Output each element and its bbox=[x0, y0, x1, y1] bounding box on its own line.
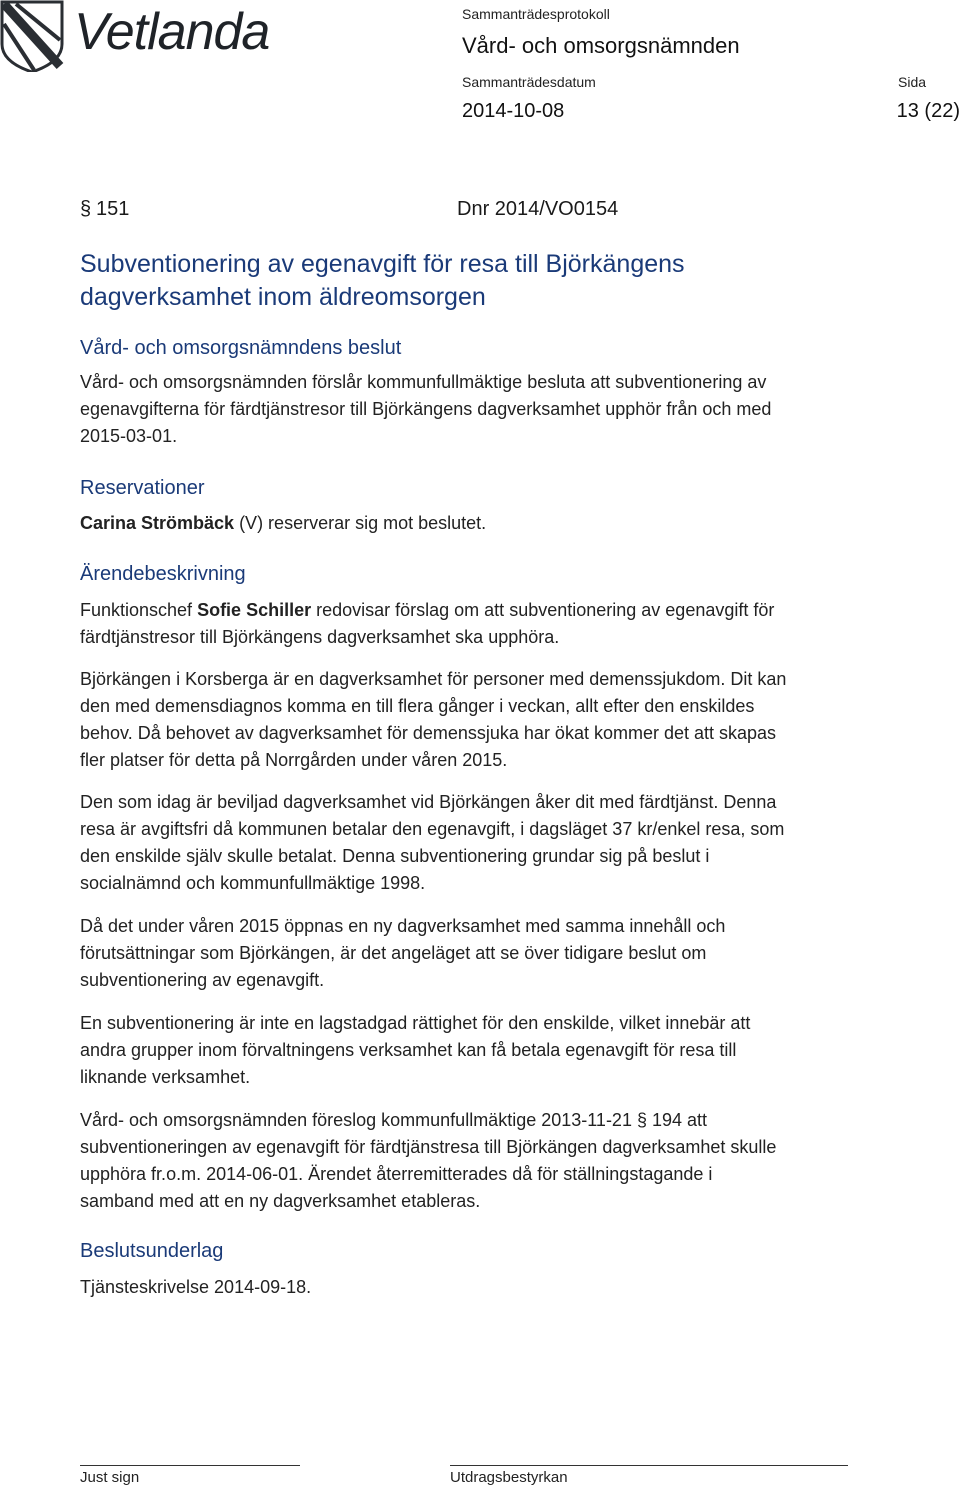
meeting-date: 2014-10-08 bbox=[462, 100, 565, 122]
text-line: 2015-03-01. bbox=[80, 426, 178, 446]
description-heading: Ärendebeskrivning bbox=[80, 563, 246, 585]
text-line: andra grupper inom förvaltningens verksamhet kan få betala egenavgift för resa till bbox=[80, 1040, 737, 1060]
description-paragraph-6 bbox=[80, 1107, 870, 1215]
logo-name: Vetlanda bbox=[74, 3, 270, 61]
decision-heading: Vård- och omsorgsnämndens beslut bbox=[80, 337, 402, 359]
footer-extract-line bbox=[450, 1465, 848, 1466]
vetlanda-emblem-icon bbox=[0, 0, 66, 72]
text-line: den med demensdiagnos komma en till flera gånger i veckan, allt efter den enskildes bbox=[80, 696, 755, 716]
title-line: dagverksamhet inom äldreomsorgen bbox=[80, 283, 486, 311]
text-line: socialnämnd och kommunfullmäktige 1998. bbox=[80, 873, 426, 893]
title-line: Subventionering av egenavgift för resa till Björkängens bbox=[80, 250, 685, 278]
reservations-heading: Reservationer bbox=[80, 477, 205, 499]
date-label: Sammanträdesdatum bbox=[462, 74, 596, 90]
reservation-name: Carina Strömbäck bbox=[80, 513, 235, 533]
description-paragraph-2 bbox=[80, 666, 870, 774]
text-line: subventionering av egenavgift. bbox=[80, 970, 325, 990]
person-name: Sofie Schiller bbox=[197, 600, 312, 620]
reservation-text bbox=[80, 510, 870, 537]
text-line: Den som idag är beviljad dagverksamhet vid Björkängen åker dit med färdtjänst. Denna bbox=[80, 792, 777, 812]
decision-text bbox=[80, 369, 870, 450]
protocol-label: Sammanträdesprotokoll bbox=[462, 6, 610, 22]
text-line: Björkängen i Korsberga är en dagverksamhet för personer med demenssjukdom. Dit kan bbox=[80, 669, 787, 689]
text-line: färdtjänstresor till Björkängens dagverksamhet ska upphöra. bbox=[80, 627, 560, 647]
description-paragraph-4 bbox=[80, 913, 870, 994]
text-line: liknande verksamhet. bbox=[80, 1067, 251, 1087]
text-line: subventioneringen av egenavgift för färdtjänstresa till Björkängen dagverksamhet skulle bbox=[80, 1137, 777, 1157]
text-line: fler platser för detta på Norrgården under våren 2015. bbox=[80, 750, 508, 770]
paragraph-symbol: § bbox=[80, 198, 92, 220]
text-segment: redovisar förslag om att subventionering av egenavgift för bbox=[311, 600, 775, 620]
section-number: 151 bbox=[96, 198, 130, 220]
text-line: behov. Då behovet av dagverksamhet för demenssjuka har ökat kommer det att skapas bbox=[80, 723, 777, 743]
text-line: Då det under våren 2015 öppnas en ny dagverksamhet med samma innehåll och bbox=[80, 916, 726, 936]
text-line: upphöra fr.o.m. 2014-06-01. Ärendet återremitterades då för ställningstagande i bbox=[80, 1164, 713, 1184]
page-label: Sida bbox=[898, 74, 927, 90]
basis-text: Tjänsteskrivelse 2014-09-18. bbox=[80, 1277, 312, 1297]
text-line: egenavgifterna för färdtjänstresor till Björkängens dagverksamhet upphör från och med bbox=[80, 399, 772, 419]
reservation-rest: (V) reserverar sig mot beslutet. bbox=[234, 513, 487, 533]
description-paragraph-3 bbox=[80, 789, 870, 897]
footer-extract-label: Utdragsbestyrkan bbox=[450, 1469, 568, 1486]
footer-sign-line bbox=[80, 1465, 300, 1466]
text-line: En subventionering är inte en lagstadgad rättighet för den enskilde, vilket innebär att bbox=[80, 1013, 751, 1033]
text-line: den enskilde själv skulle betalat. Denna subventionering grundar sig på beslut i bbox=[80, 846, 710, 866]
section-title bbox=[80, 248, 870, 314]
text-segment: Funktionschef bbox=[80, 600, 198, 620]
vetlanda-logo bbox=[0, 0, 300, 75]
description-paragraph-5 bbox=[80, 1010, 870, 1091]
case-number: Dnr 2014/VO0154 bbox=[457, 198, 619, 220]
text-line: förutsättningar som Björkängen, är det angeläget att se över tidigare beslut om bbox=[80, 943, 707, 963]
text-line: Vård- och omsorgsnämnden förslår kommunfullmäktige besluta att subventionering av bbox=[80, 372, 767, 392]
text-line: samband med att en ny dagverksamhet etableras. bbox=[80, 1191, 481, 1211]
text-line: Vård- och omsorgsnämnden föreslog kommunfullmäktige 2013-11-21 § 194 att bbox=[80, 1110, 708, 1130]
description-paragraph-1 bbox=[80, 597, 870, 651]
text-line: resa är avgiftsfri då kommunen betalar den egenavgift, i dagsläget 37 kr/enkel resa, som bbox=[80, 819, 785, 839]
footer-sign-label: Just sign bbox=[80, 1469, 140, 1486]
page-number: 13 (22) bbox=[896, 100, 960, 122]
committee-name: Vård- och omsorgsnämnden bbox=[462, 33, 740, 58]
basis-heading: Beslutsunderlag bbox=[80, 1240, 224, 1262]
